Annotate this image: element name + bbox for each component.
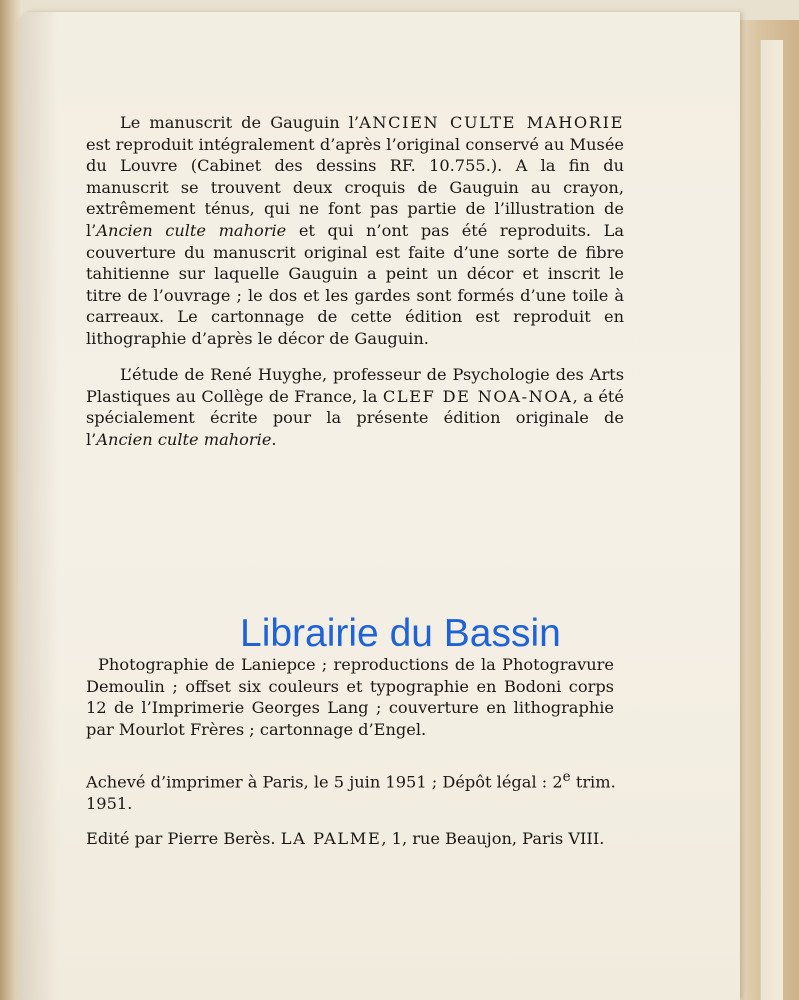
- p2-text-end: .: [271, 429, 277, 449]
- paragraph-printing-credits: Photographie de Laniepce ; reproductions de la Photogravure Demoulin ; offset six couleurs et typographie en Bodoni corps 12 de l’Imprimerie Georges Lang ; couverture en lithographie par Mourlot Frères ; cartonnage d’Engel.: [86, 655, 614, 739]
- study-title: CLEF DE NOA-NOA: [382, 386, 573, 406]
- paragraph-colophon-date: [86, 767, 616, 815]
- p2-italic-title: Ancien culte mahorie: [96, 429, 272, 449]
- bookseller-watermark: Librairie du Bassin: [240, 612, 561, 655]
- p1-text-end: et qui n’ont pas été reproduits. La couverture du manuscrit original est faite d’une sorte de fibre tahitienne sur laquelle Gauguin a peint un décor et inscrit le titre de l’ouvrage ; le dos et les gardes sont formés d’une toile à carreaux. Le cartonnage de cette édition est reproduit en lithographie d’après le décor de Gauguin.: [86, 220, 624, 348]
- publisher-name: LA PALME: [280, 829, 382, 848]
- p1-italic-title: Ancien culte mahorie: [96, 220, 287, 240]
- p4-text-end: trim. 1951.: [86, 772, 616, 813]
- paragraph-manuscript-description: [86, 112, 624, 350]
- manuscript-title: ANCIEN CULTE MAHORIE: [359, 113, 625, 132]
- p4-text-start: Achevé d’imprimer à Paris, le 5 juin 1951 ; Dépôt légal : 2: [86, 772, 563, 792]
- p1-text-start: Le manuscrit de Gauguin l’: [120, 113, 360, 132]
- p2-text-start: L’étude de René Huyghe, professeur de Psychologie des Arts Plastiques au Collège de France, la: [86, 365, 624, 406]
- p1-text-middle: est reproduit intégralement d’après l’original conservé au Musée du Louvre (Cabinet des dessins RF. 10.755.). A la fin du manuscrit se trouvent deux croquis de Gauguin au crayon, extrêmement ténus, qui ne font pas partie de l’illustration de l’: [86, 134, 624, 240]
- p2-text-middle: , a été spécialement écrite pour la présente édition originale de l’: [86, 386, 624, 449]
- paragraph-publisher: [86, 828, 616, 850]
- p4-superscript: e: [562, 769, 571, 785]
- p5-text-start: Edité par Pierre Berès.: [86, 829, 281, 848]
- p5-text-end: , 1, rue Beaujon, Paris VIII.: [381, 829, 605, 848]
- underlying-page-edge: [760, 40, 783, 1000]
- paragraph-study-note: [86, 364, 624, 450]
